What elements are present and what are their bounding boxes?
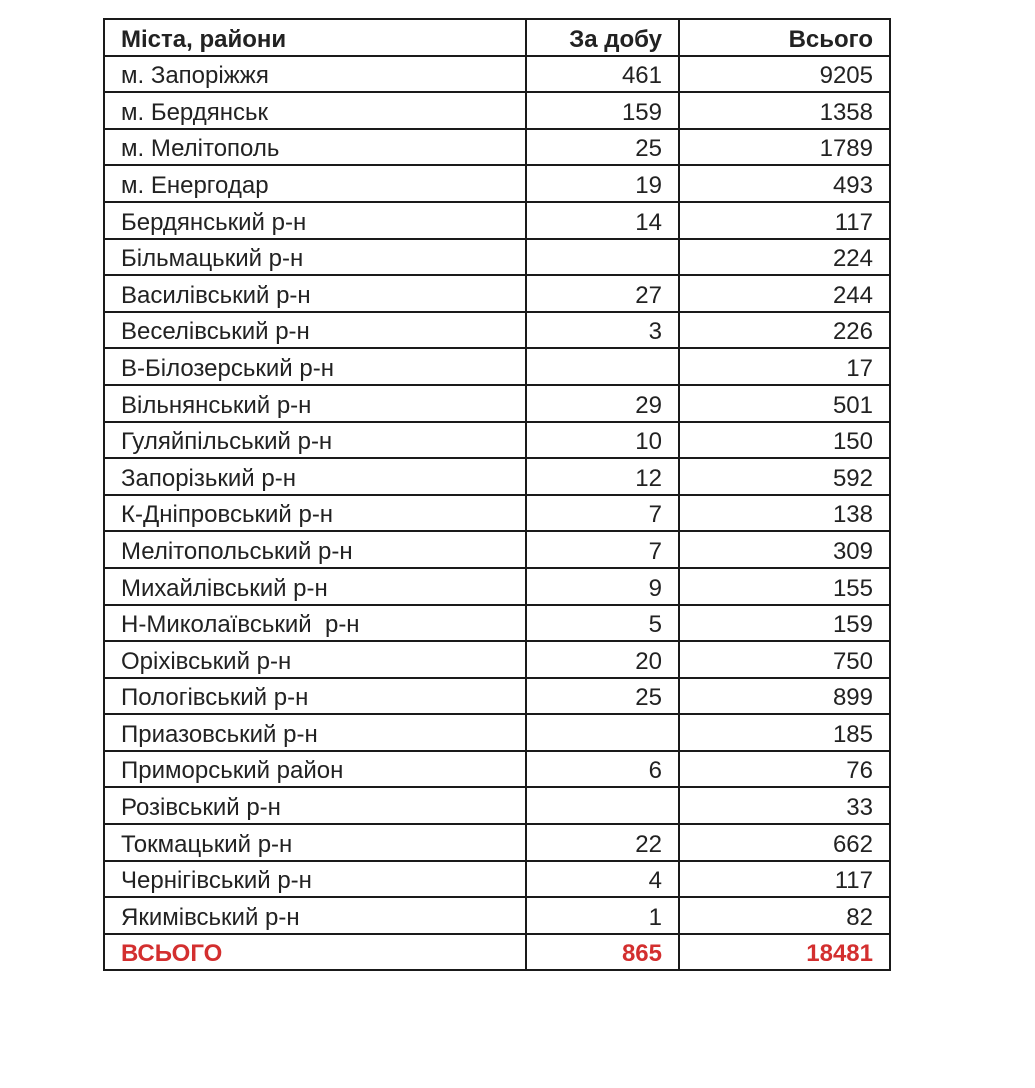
table-row	[104, 641, 890, 678]
table-row	[104, 385, 890, 422]
row-per-day-cell	[526, 787, 679, 824]
row-total-cell: 76	[679, 751, 890, 788]
row-name-cell: Мелітопольський р-н	[104, 531, 526, 568]
row-total-cell: 159	[679, 605, 890, 642]
table-row	[104, 787, 890, 824]
total-per-day: 865	[526, 934, 679, 971]
total-all: 18481	[679, 934, 890, 971]
row-total-cell: 155	[679, 568, 890, 605]
row-per-day-cell: 6	[526, 751, 679, 788]
row-total-cell: 1358	[679, 92, 890, 129]
row-name-cell: Оріхівський р-н	[104, 641, 526, 678]
table-row	[104, 495, 890, 532]
row-total-cell: 33	[679, 787, 890, 824]
row-name-cell: м. Енергодар	[104, 165, 526, 202]
table-row	[104, 824, 890, 861]
row-per-day-cell: 7	[526, 495, 679, 532]
row-per-day-cell: 27	[526, 275, 679, 312]
row-name-cell: В-Білозерський р-н	[104, 348, 526, 385]
row-total-cell: 501	[679, 385, 890, 422]
table-row	[104, 751, 890, 788]
row-per-day-cell: 4	[526, 861, 679, 898]
row-per-day-cell: 14	[526, 202, 679, 239]
row-total-cell: 138	[679, 495, 890, 532]
row-total-cell: 82	[679, 897, 890, 934]
row-total-cell: 493	[679, 165, 890, 202]
row-name-cell: Запорізький р-н	[104, 458, 526, 495]
row-per-day-cell: 7	[526, 531, 679, 568]
row-name-cell: К-Дніпровський р-н	[104, 495, 526, 532]
row-total-cell: 309	[679, 531, 890, 568]
header-cities-districts: Міста, райони	[104, 19, 526, 56]
table-row	[104, 348, 890, 385]
row-per-day-cell	[526, 239, 679, 276]
row-total-cell: 9205	[679, 56, 890, 93]
row-per-day-cell: 25	[526, 678, 679, 715]
row-per-day-cell: 20	[526, 641, 679, 678]
row-name-cell: Більмацький р-н	[104, 239, 526, 276]
row-per-day-cell: 12	[526, 458, 679, 495]
row-per-day-cell: 25	[526, 129, 679, 166]
table-row	[104, 165, 890, 202]
table-row	[104, 458, 890, 495]
table-row	[104, 531, 890, 568]
row-per-day-cell: 19	[526, 165, 679, 202]
header-total: Всього	[679, 19, 890, 56]
row-name-cell: м. Мелітополь	[104, 129, 526, 166]
table-row	[104, 239, 890, 276]
row-total-cell: 17	[679, 348, 890, 385]
row-per-day-cell: 159	[526, 92, 679, 129]
row-total-cell: 899	[679, 678, 890, 715]
table-row	[104, 129, 890, 166]
header-per-day: За добу	[526, 19, 679, 56]
table-row	[104, 202, 890, 239]
row-name-cell: Чернігівський р-н	[104, 861, 526, 898]
table-header-row	[104, 19, 890, 56]
table-row	[104, 568, 890, 605]
row-name-cell: м. Бердянськ	[104, 92, 526, 129]
row-name-cell: Якимівський р-н	[104, 897, 526, 934]
row-per-day-cell: 5	[526, 605, 679, 642]
table-body	[104, 56, 890, 934]
row-per-day-cell: 3	[526, 312, 679, 349]
row-name-cell: Токмацький р-н	[104, 824, 526, 861]
row-name-cell: Гуляйпільський р-н	[104, 422, 526, 459]
table-row	[104, 422, 890, 459]
table-row	[104, 678, 890, 715]
total-row	[104, 934, 890, 971]
row-total-cell: 226	[679, 312, 890, 349]
row-total-cell: 750	[679, 641, 890, 678]
table-row	[104, 92, 890, 129]
table-row	[104, 861, 890, 898]
row-total-cell: 117	[679, 202, 890, 239]
table-row	[104, 56, 890, 93]
row-name-cell: Бердянський р-н	[104, 202, 526, 239]
row-total-cell: 592	[679, 458, 890, 495]
row-name-cell: Н-Миколаївський р-н	[104, 605, 526, 642]
row-per-day-cell: 461	[526, 56, 679, 93]
row-name-cell: Приморський район	[104, 751, 526, 788]
row-name-cell: Пологівський р-н	[104, 678, 526, 715]
row-name-cell: м. Запоріжжя	[104, 56, 526, 93]
row-per-day-cell: 10	[526, 422, 679, 459]
row-per-day-cell: 1	[526, 897, 679, 934]
row-name-cell: Вільнянський р-н	[104, 385, 526, 422]
table-row	[104, 312, 890, 349]
table-row	[104, 605, 890, 642]
row-total-cell: 662	[679, 824, 890, 861]
total-label: ВСЬОГО	[104, 934, 526, 971]
row-per-day-cell: 29	[526, 385, 679, 422]
cases-table	[103, 18, 891, 971]
row-per-day-cell	[526, 714, 679, 751]
row-total-cell: 244	[679, 275, 890, 312]
row-total-cell: 117	[679, 861, 890, 898]
row-name-cell: Приазовський р-н	[104, 714, 526, 751]
row-name-cell: Василівський р-н	[104, 275, 526, 312]
row-per-day-cell	[526, 348, 679, 385]
table-row	[104, 275, 890, 312]
table-row	[104, 897, 890, 934]
row-per-day-cell: 9	[526, 568, 679, 605]
table-row	[104, 714, 890, 751]
row-name-cell: Розівський р-н	[104, 787, 526, 824]
row-total-cell: 185	[679, 714, 890, 751]
row-per-day-cell: 22	[526, 824, 679, 861]
row-total-cell: 224	[679, 239, 890, 276]
row-total-cell: 150	[679, 422, 890, 459]
row-name-cell: Михайлівський р-н	[104, 568, 526, 605]
row-total-cell: 1789	[679, 129, 890, 166]
row-name-cell: Веселівський р-н	[104, 312, 526, 349]
